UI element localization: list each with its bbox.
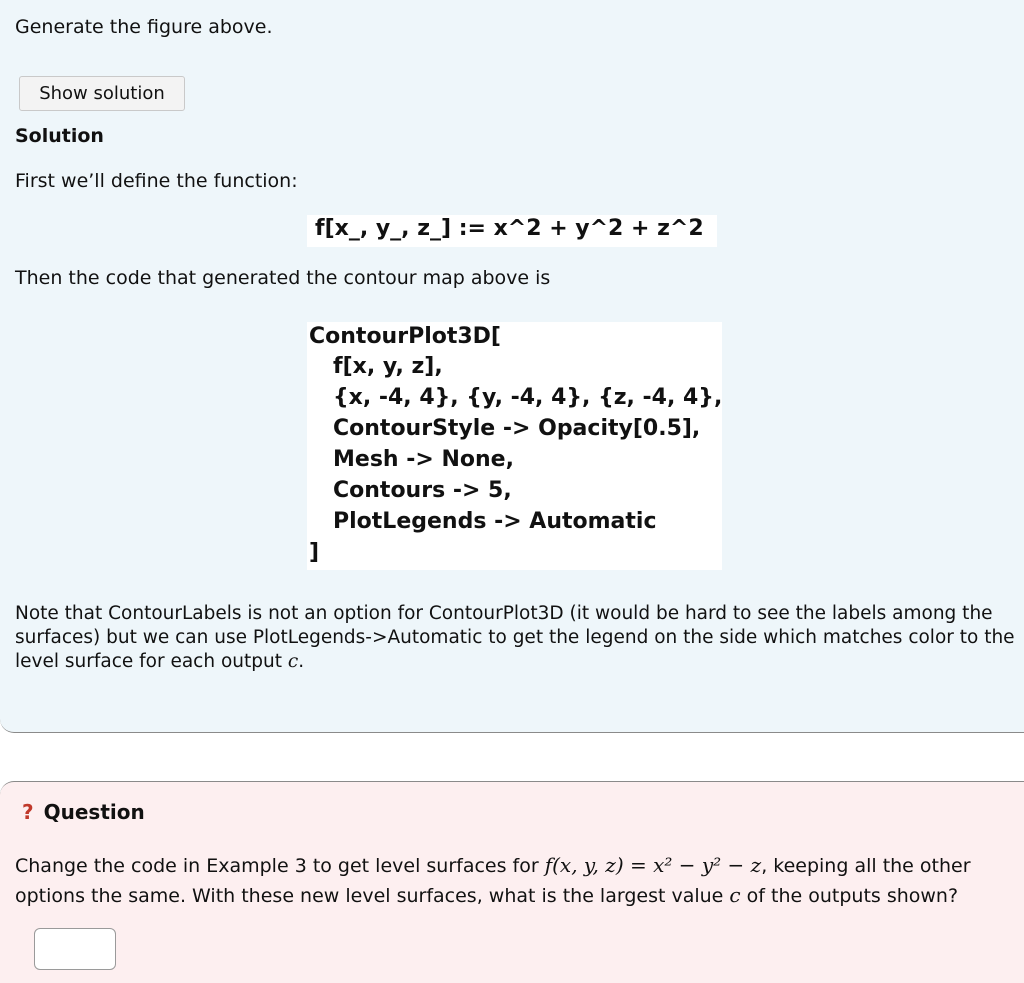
question-heading: Question [43, 800, 145, 824]
code-line: Mesh -> None, [333, 447, 514, 472]
code-line: Contours -> 5, [333, 478, 512, 503]
question-mark-icon: ? [22, 800, 34, 824]
function-definition-box [307, 215, 717, 247]
question-text-part1: Change the code in Example 3 to get level surfaces for [15, 855, 545, 877]
question-formula: f(x, y, z) = x² − y² − z [544, 853, 762, 877]
show-solution-button[interactable]: Show solution [19, 76, 185, 111]
code-intro-text: Then the code that generated the contour map above is [15, 267, 551, 289]
question-panel [0, 781, 1024, 983]
code-line: f[x, y, z], [333, 354, 443, 379]
question-text-part3: of the outputs shown? [740, 885, 959, 907]
note-text: Note that ContourLabels is not an option for ContourPlot3D (it would be hard to see the labels among the surfaces) but we can use PlotLegends->Automatic to get the legend on the side which matches color to the level surface for each output [15, 603, 1015, 672]
question-heading-row [22, 800, 145, 824]
code-block [307, 322, 722, 570]
answer-input[interactable] [34, 928, 116, 970]
code-line: {x, -4, 4}, {y, -4, 4}, {z, -4, 4}, [333, 385, 723, 410]
solution-intro-text: First we’ll define the function: [15, 170, 298, 192]
code-line: ContourStyle -> Opacity[0.5], [333, 416, 701, 441]
code-line: ContourPlot3D[ [309, 324, 501, 349]
question-text [15, 851, 1015, 911]
code-line: ] [309, 540, 320, 565]
solution-heading: Solution [15, 125, 104, 147]
note-end: . [298, 651, 305, 672]
example-prompt: Generate the figure above. [15, 16, 273, 38]
solution-note [15, 602, 1015, 674]
function-definition-code: f[x_, y_, z_] := x^2 + y^2 + z^2 [315, 216, 704, 241]
question-variable: c [729, 883, 741, 907]
code-line: PlotLegends -> Automatic [333, 509, 657, 534]
note-variable: c [287, 651, 299, 672]
question-text-part2: , keeping all the other options the same. With these new level surfaces, what is the largest value [15, 855, 971, 907]
